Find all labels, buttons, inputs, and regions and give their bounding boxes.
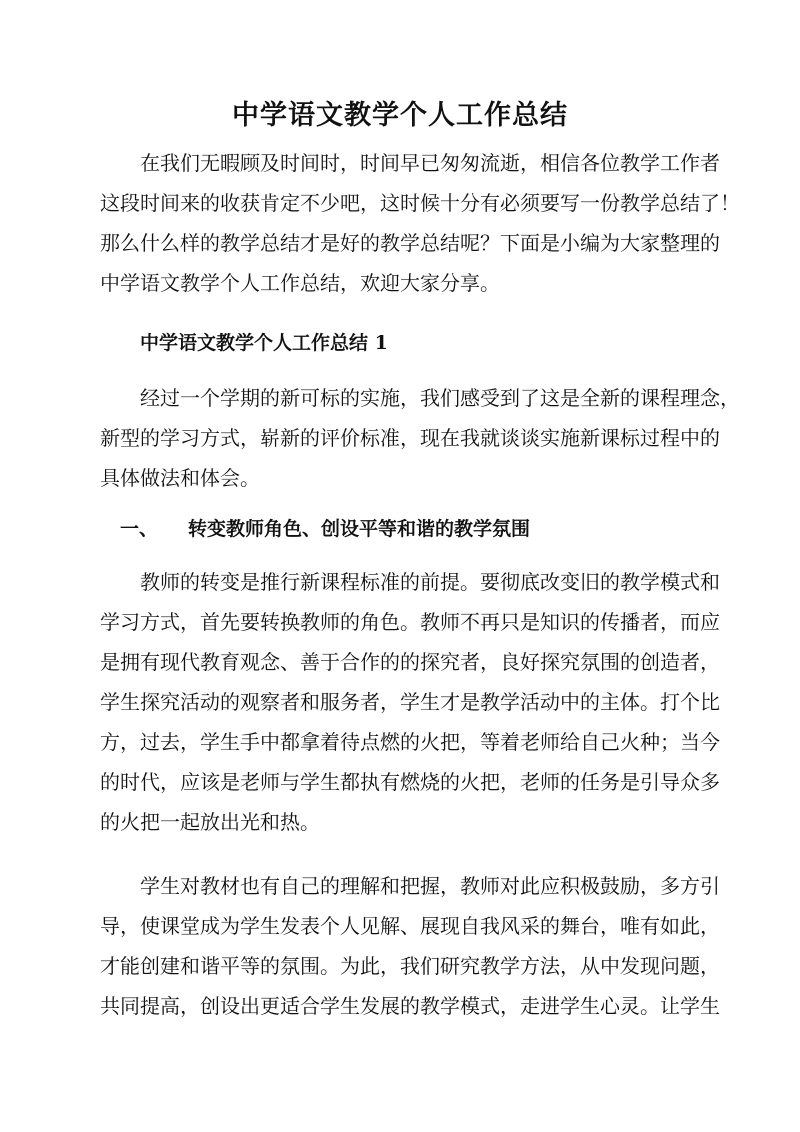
subheading-text: 转变教师角色、创设平等和谐的教学氛围 <box>188 518 531 540</box>
paragraph-2 <box>100 562 720 842</box>
section-title: 中学语文教学个人工作总结 1 <box>140 332 388 354</box>
paragraph-line: 学生探究活动的观察者和服务者，学生才是教学活动中的主体。打个比 <box>100 690 720 714</box>
paragraph-1 <box>100 378 740 498</box>
paragraph-line: 学习方式，首先要转换教师的角色。教师不再只是知识的传播者，而应 <box>100 610 720 634</box>
paragraph-line: 才能创建和谐平等的氛围。为此，我们研究教学方法，从中发现问题， <box>100 954 720 978</box>
intro-line: 中学语文教学个人工作总结，欢迎大家分享。 <box>100 271 500 295</box>
intro-paragraph <box>100 143 740 303</box>
document-title: 中学语文教学个人工作总结 <box>232 100 568 131</box>
subheading <box>120 509 530 549</box>
paragraph-line: 具体做法和体会。 <box>100 466 260 490</box>
intro-line: 这段时间来的收获肯定不少吧，这时候十分有必须要写一份教学总结了！ <box>100 191 740 215</box>
paragraph-line: 共同提高，创设出更适合学生发展的教学模式，走进学生心灵。让学生 <box>100 994 720 1018</box>
subheading-number: 一、 <box>120 518 159 540</box>
paragraph-line: 的时代，应该是老师与学生都执有燃烧的火把，老师的任务是引导众多 <box>100 770 720 794</box>
paragraph-line: 新型的学习方式，崭新的评价标准，现在我就谈谈实施新课标过程中的 <box>100 426 720 450</box>
paragraph-line: 经过一个学期的新可标的实施，我们感受到了这是全新的课程理念， <box>140 386 740 410</box>
paragraph-line: 是拥有现代教育观念、善于合作的的探究者，良好探究氛围的创造者， <box>100 650 720 674</box>
paragraph-3 <box>100 866 720 1026</box>
paragraph-line: 教师的转变是推行新课程标准的前提。要彻底改变旧的教学模式和 <box>140 570 720 594</box>
paragraph-line: 的火把一起放出光和热。 <box>100 810 320 834</box>
paragraph-line: 方，过去，学生手中都拿着待点燃的火把，等着老师给自己火种；当今 <box>100 730 720 754</box>
intro-line: 在我们无暇顾及时间时，时间早已匆匆流逝，相信各位教学工作者 <box>140 151 720 175</box>
intro-line: 那么什么样的教学总结才是好的教学总结呢？下面是小编为大家整理的 <box>100 231 720 255</box>
paragraph-line: 导，使课堂成为学生发表个人见解、展现自我风采的舞台，唯有如此， <box>100 914 720 938</box>
paragraph-line: 学生对教材也有自己的理解和把握，教师对此应积极鼓励，多方引 <box>140 874 720 898</box>
